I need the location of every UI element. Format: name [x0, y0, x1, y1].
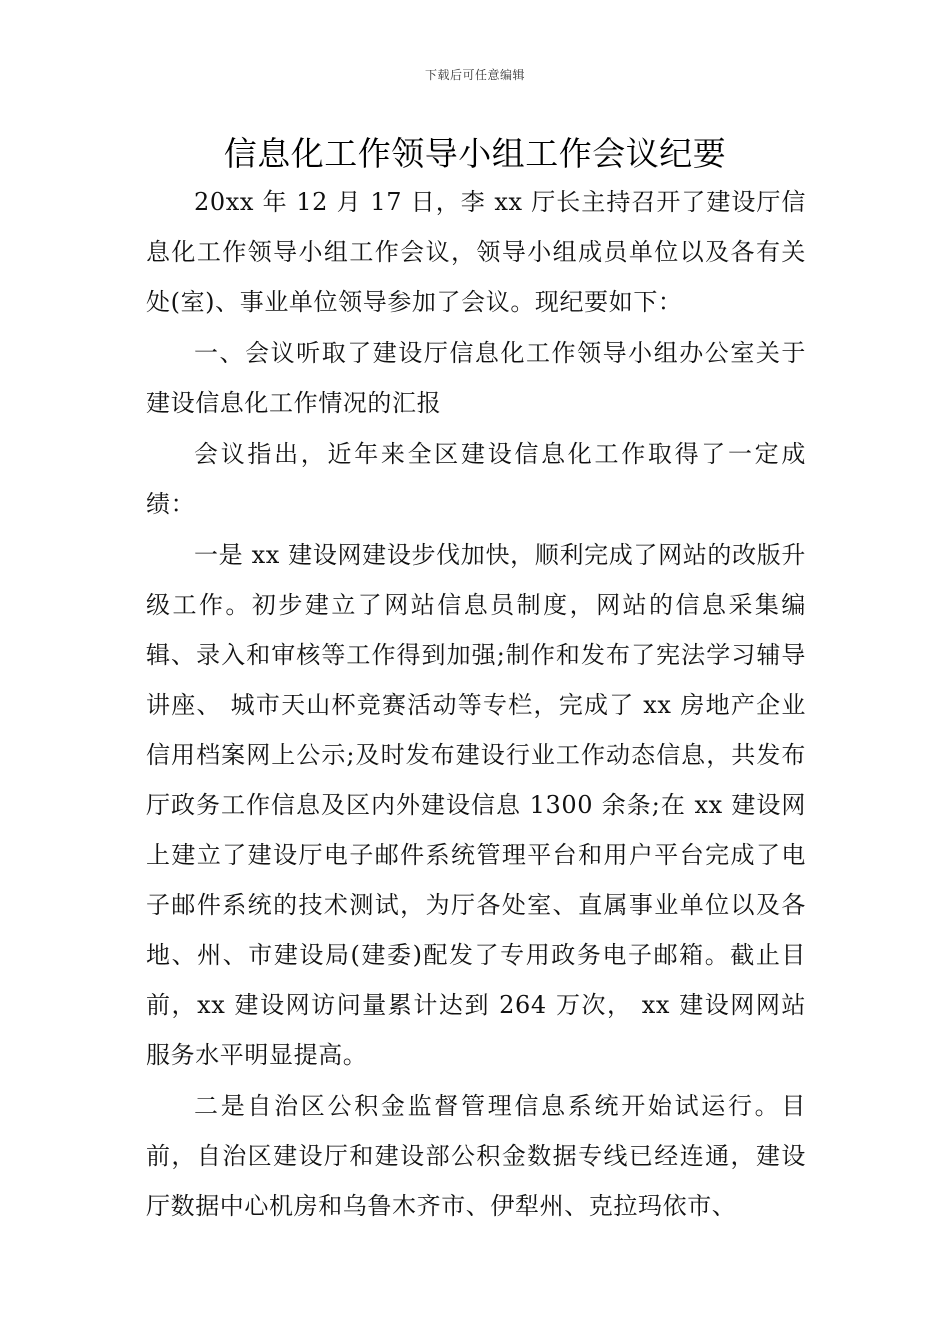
document-title: 信息化工作领导小组工作会议纪要: [223, 134, 727, 173]
paragraph-intro: 20xx 年 12 月 17 日，李 xx 厅长主持召开了建设厅信息化工作领导小组工作会议，领导小组成员单位以及各有关处(室)、事业单位领导参加了会议。现纪要如下：: [146, 188, 806, 316]
document-body: [146, 177, 806, 1231]
paragraph-point-two: 二是自治区公积金监督管理信息系统开始试运行。目前，自治区建设厅和建设部公积金数据专线已经连通，建设厅数据中心机房和乌鲁木齐市、伊犁州、克拉玛依市、: [146, 1092, 806, 1220]
header-note: 下载后可任意编辑: [424, 68, 525, 82]
paragraph-meeting-notes: 会议指出，近年来全区建设信息化工作取得了一定成绩：: [146, 440, 806, 518]
paragraph-section-one-heading: 一、会议听取了建设厅信息化工作领导小组办公室关于建设信息化工作情况的汇报: [146, 339, 806, 417]
paragraph-point-one: 一是 xx 建设网建设步伐加快，顺利完成了网站的改版升级工作。初步建立了网站信息员制度，网站的信息采集编辑、录入和审核等工作得到加强;制作和发布了宪法学习辅导讲座、 城市天山杯竞赛活动等专栏，完成了 xx 房地产企业信用档案网上公示;及时发布建设行业工作动态信息，共发布厅政务工作信息及区内外建设信息 1300 余条;在 xx 建设网上建立了建设厅电子邮件系统管理平台和用户平台完成了电子邮件系统的技术测试，为厅各处室、直属事业单位以及各地、州、市建设局(建委)配发了专用政务电子邮箱。截止目前，xx 建设网访问量累计达到 264 万次， xx 建设网网站服务水平明显提高。: [146, 541, 806, 1069]
